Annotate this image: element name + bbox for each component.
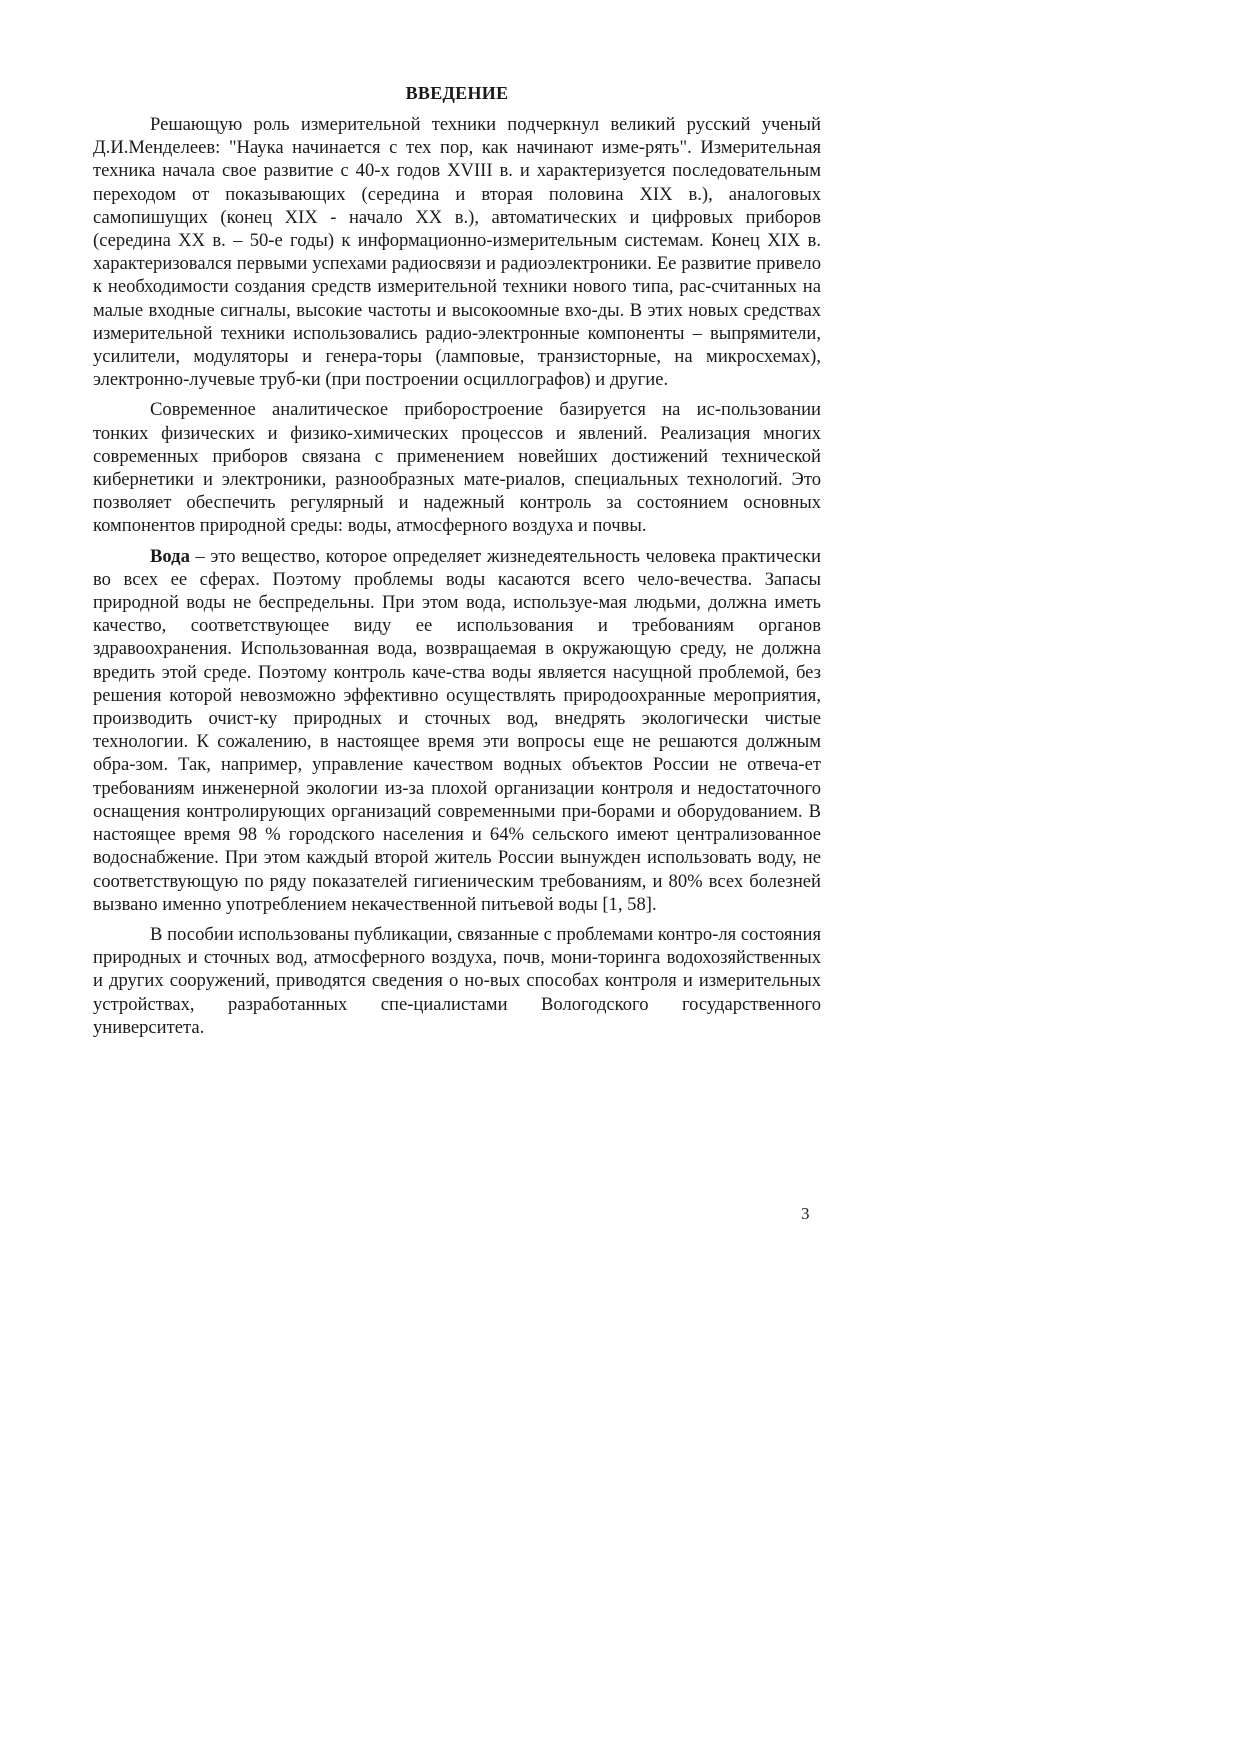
paragraph-text: Решающую роль измерительной техники подчеркнул великий русский ученый Д.И.Менделеев: "Наука начинается с тех пор, как начинают изме-рять". Измерительная техника начала свое развитие с 40-х годов XVIII в. и характеризуется последовательным переходом от показывающих (середина и вторая половина XIX в.), аналоговых самопишущих (конец XIX - начало XX в.), автоматических и цифровых приборов (середина XX в. – 50-е годы) к информационно-измерительным системам. Конец XIX в. характеризовался первыми успехами радиосвязи и радиоэлектроники. Ее развитие привело к необходимости создания средств измерительной техники нового типа, рас-считанных на малые входные сигналы, высокие частоты и высокоомные вхо-ды. В этих новых средствах измерительной техники использовались радио-электронные компоненты – выпрямители, усилители, модуляторы и генера-торы (ламповые, транзисторные, на микросхемах), электронно-лучевые труб-ки (при построении осциллографов) и другие.	[93, 114, 821, 391]
section-title: ВВЕДЕНИЕ	[405, 83, 509, 103]
paragraph-text: – это вещество, которое определяет жизнедеятельность человека практически во всех ее сферах. Поэтому проблемы воды касаются всего чело-вечества. Запасы природной воды не беспредельны. При этом вода, используе-мая людьми, должна иметь качество, соответствующее виду ее использования и требованиям органов здравоохранения. Использованная вода, возвращаемая в окружающую среду, не должна вредить этой среде. Поэтому контроль каче-ства воды является насущной проблемой, без решения которой невозможно эффективно осуществлять природоохранные мероприятия, производить очист-ку природных и сточных вод, внедрять экологически чистые технологии. К сожалению, в настоящее время эти вопросы еще не решаются должным обра-зом. Так, например, управление качеством водных объектов России не отвеча-ет требованиям инженерной экологии из-за плохой организации контроля и недостаточного оснащения контролирующих организаций современными при-борами и оборудованием. В настоящее время 98 % городского населения и 64% сельского имеют централизованное водоснабжение. При этом каждый второй житель России вынужден использовать воду, не соответствующую по ряду показателей гигиеническим требованиям, и 80% всех болезней вызвано именно употреблением некачественной питьевой воды [1, 58].	[93, 545, 821, 915]
paragraph-measurement-history	[93, 113, 821, 391]
paragraph-water	[93, 545, 821, 916]
page-number: 3	[801, 1204, 810, 1223]
paragraph-text: Современное аналитическое приборостроение базируется на ис-пользовании тонких физических и физико-химических процессов и явлений. Реализация многих современных приборов связана с применением новейших достижений технической кибернетики и электроники, разнообразных мате-риалов, специальных технологий. Это позволяет обеспечить регулярный и надежный контроль за состоянием основных компонентов природной среды: воды, атмосферного воздуха и почвы.	[93, 399, 821, 537]
paragraph-lead-term: Вода	[150, 545, 190, 567]
paragraph-analytical-instruments	[93, 398, 821, 537]
document-page	[93, 83, 821, 1046]
paragraph-text: В пособии использованы публикации, связанные с проблемами контро-ля состояния природных и сточных вод, атмосферного воздуха, почв, мони-торинга водохозяйственных и других сооружений, приводятся сведения о но-вых способах контроля и измерительных устройствах, разработанных спе-циалистами Вологодского государственного университета.	[93, 923, 821, 1038]
paragraph-publications	[93, 923, 821, 1039]
